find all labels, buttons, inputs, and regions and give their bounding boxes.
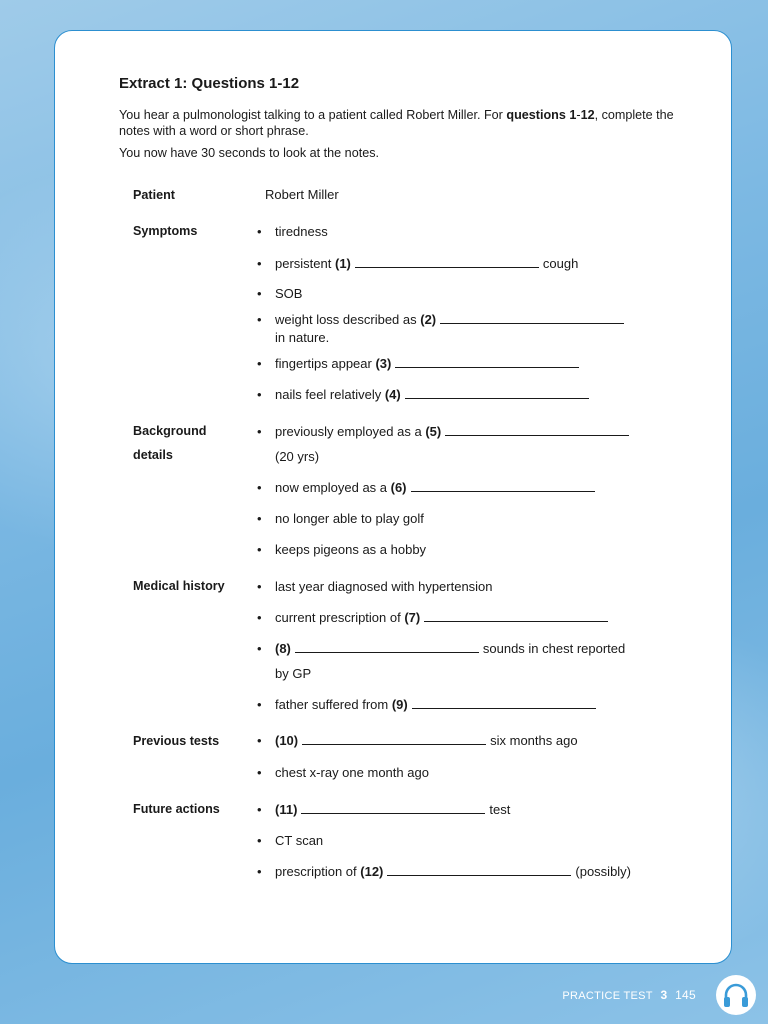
- instructions-time: You now have 30 seconds to look at the notes.: [119, 146, 379, 160]
- answer-blank-11[interactable]: [301, 799, 485, 814]
- answer-blank-5[interactable]: [445, 421, 629, 436]
- list-item: • nails feel relatively (4): [275, 383, 593, 407]
- answer-blank-9[interactable]: [412, 694, 596, 709]
- label-background: Background: [133, 424, 207, 438]
- list-item: • (8) sounds in chest reported: [275, 637, 625, 661]
- label-medical-history: Medical history: [133, 579, 225, 593]
- answer-blank-8[interactable]: [295, 638, 479, 653]
- worksheet-card: [54, 30, 732, 964]
- label-future-actions: Future actions: [133, 802, 220, 816]
- footer-test-number: 3: [660, 988, 668, 1002]
- label-symptoms: Symptoms: [133, 224, 198, 238]
- list-item: • persistent (1) cough: [275, 252, 578, 276]
- list-item: • last year diagnosed with hypertension: [257, 579, 493, 594]
- page-number: 145: [675, 988, 696, 1002]
- list-item: • previously employed as a (5): [275, 420, 633, 444]
- answer-blank-6[interactable]: [411, 477, 595, 492]
- list-item: • current prescription of (7): [275, 606, 612, 630]
- footer-label: PRACTICE TEST: [562, 990, 653, 1002]
- answer-blank-7[interactable]: [424, 607, 608, 622]
- label-patient: Patient: [133, 188, 175, 202]
- label-background-details: details: [133, 448, 173, 462]
- list-item: • no longer able to play golf: [257, 511, 424, 526]
- answer-blank-12[interactable]: [387, 861, 571, 876]
- answer-blank-2[interactable]: [440, 309, 624, 324]
- list-item: • (11) test: [275, 798, 510, 822]
- page-title: Extract 1: Questions 1-12: [119, 75, 300, 92]
- headphones-icon-graphic: [716, 975, 756, 1015]
- list-item-continuation: (20 yrs): [275, 449, 320, 464]
- answer-blank-10[interactable]: [302, 730, 486, 745]
- answer-blank-1[interactable]: [355, 253, 539, 268]
- patient-name: Robert Miller: [265, 187, 339, 202]
- list-item: • CT scan: [257, 833, 324, 848]
- list-item: • prescription of (12) (possibly): [275, 860, 631, 884]
- list-item: • weight loss described as (2): [275, 308, 628, 332]
- list-item: • now employed as a (6): [275, 476, 599, 500]
- list-item: • (10) six months ago: [275, 729, 578, 753]
- list-item-continuation: by GP: [275, 666, 312, 681]
- headphones-icon[interactable]: [716, 975, 756, 1015]
- answer-blank-3[interactable]: [395, 353, 579, 368]
- list-item: • father suffered from (9): [275, 693, 600, 717]
- list-item: • keeps pigeons as a hobby: [257, 542, 427, 557]
- list-item: • chest x-ray one month ago: [257, 765, 429, 780]
- label-previous-tests: Previous tests: [133, 734, 220, 748]
- page-footer: [562, 988, 696, 1002]
- answer-blank-4[interactable]: [405, 384, 589, 399]
- list-item: • SOB: [257, 286, 303, 301]
- list-item-continuation: in nature.: [275, 330, 330, 345]
- instructions: You hear a pulmonologist talking to a patient called Robert Miller. For questions 1-12, complete the notes with a word or short phrase.: [119, 108, 674, 138]
- list-item: • tiredness: [257, 224, 328, 239]
- list-item: • fingertips appear (3): [275, 352, 583, 376]
